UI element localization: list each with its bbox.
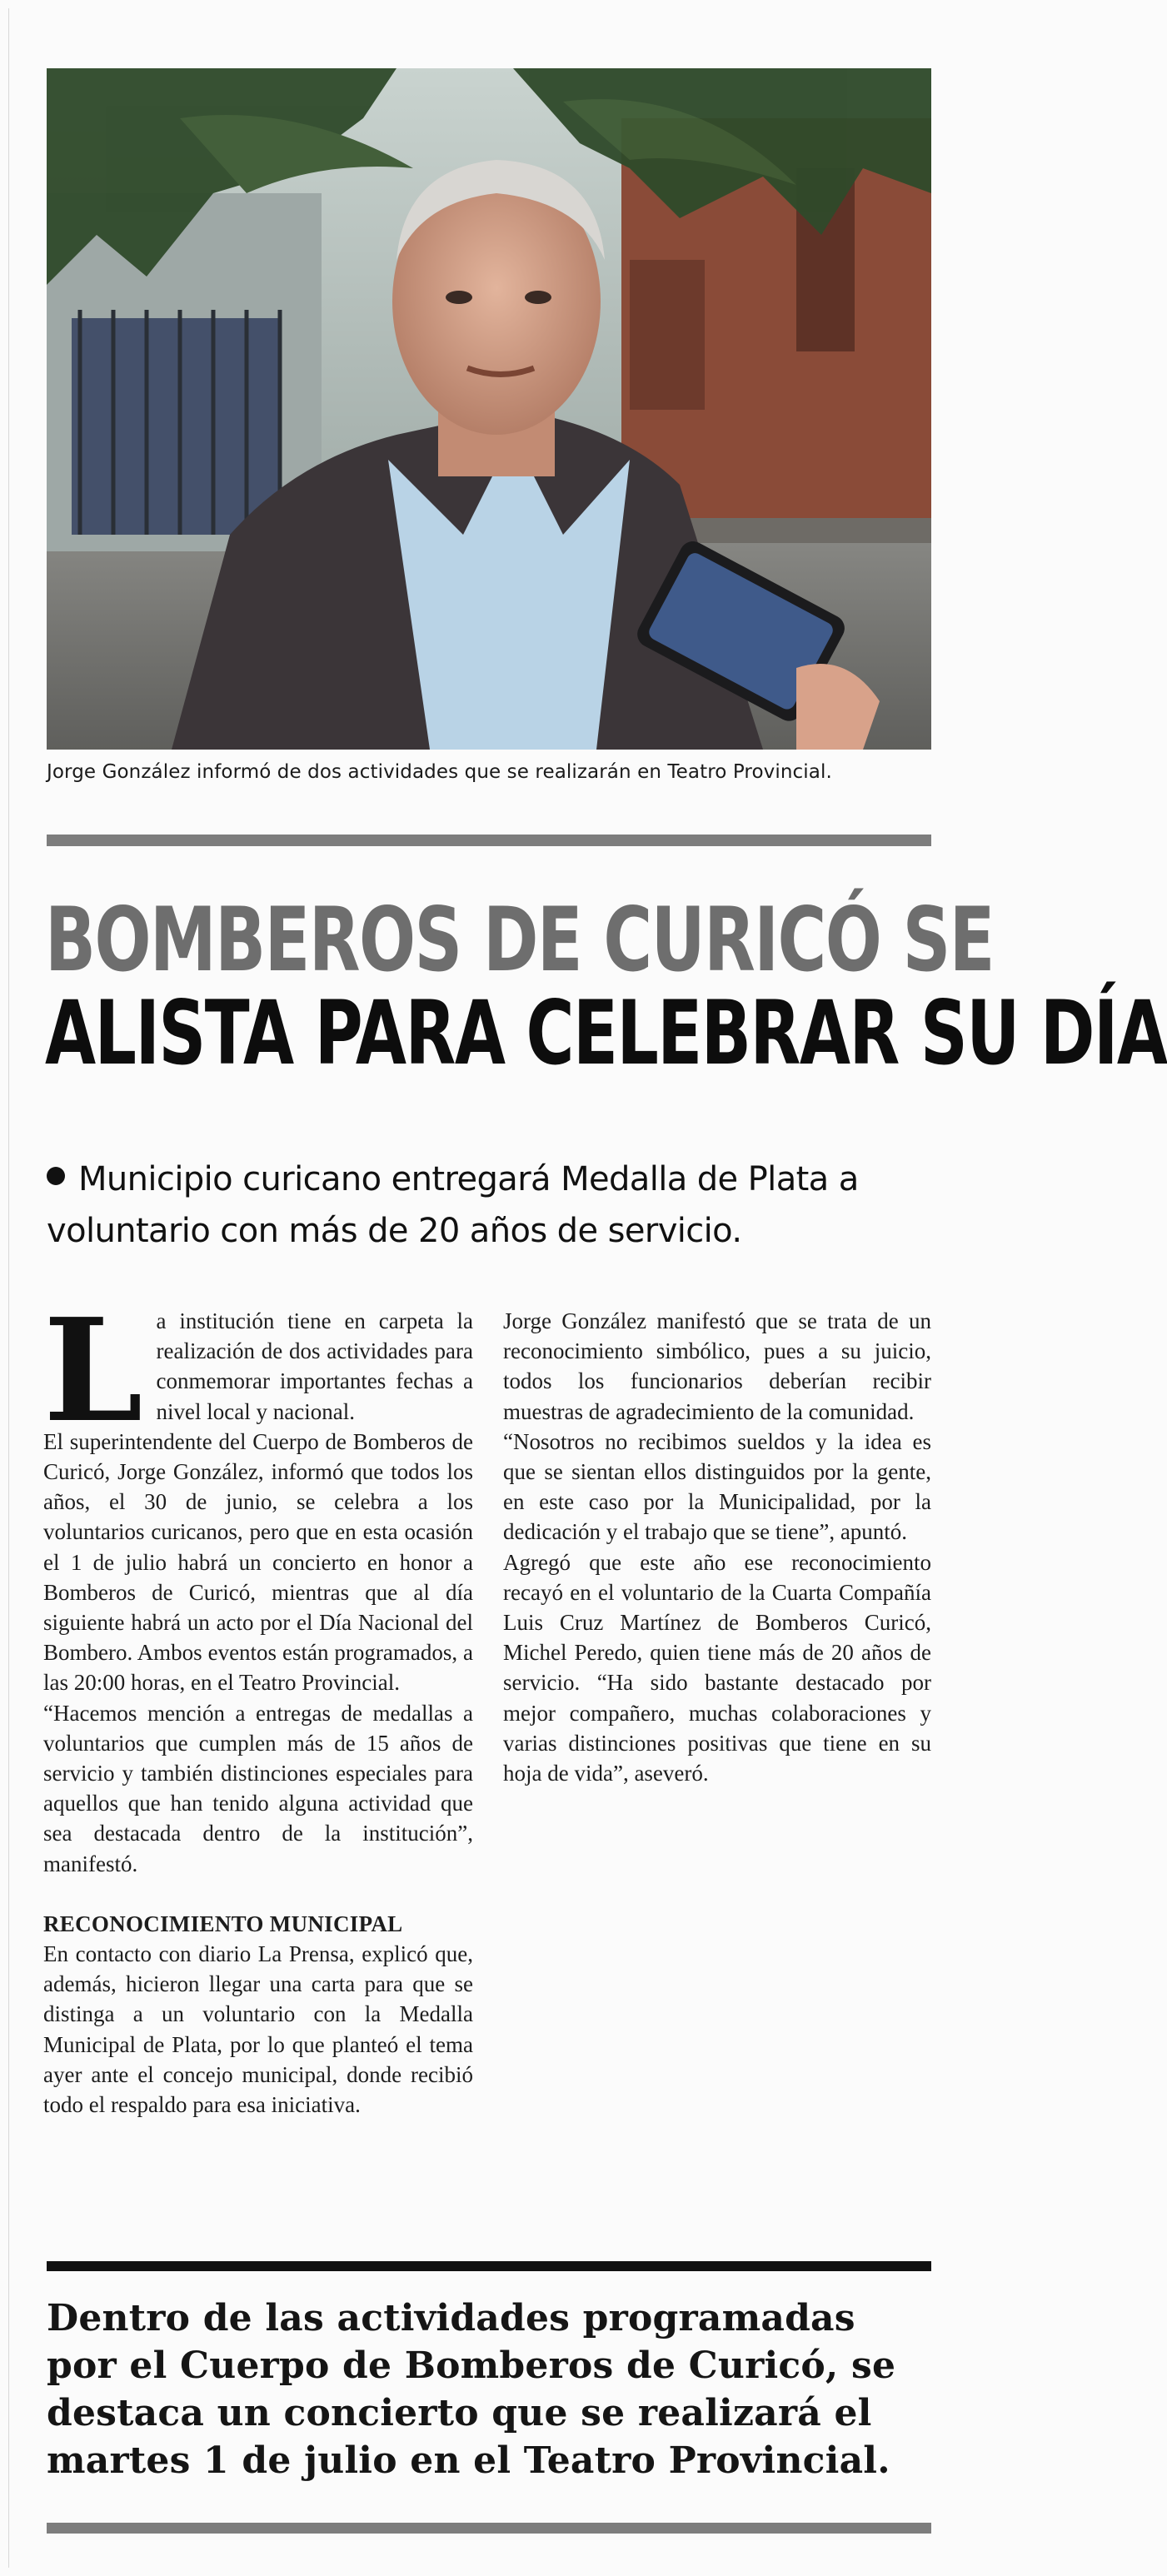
paragraph-intro: a institución tiene en carpeta la realización de dos actividades para conmemorar importantes fechas a nivel local y nacional. bbox=[156, 1308, 473, 1424]
subheadline bbox=[47, 1153, 930, 1257]
article-paragraph: Agregó que este año ese reconocimiento recayó en el voluntario de la Cuarta Compañía Luis Cruz Martínez de Bomberos Curicó, Michel Peredo, quien tiene más de 20 años de servicio. “Ha sido bastante destacado por mejor compañero, muchas colaboraciones y varias distinciones positivas que tiene en su hoja de vida”, aseveró. bbox=[503, 1549, 931, 1786]
pull-quote: Dentro de las actividades programadas por el Cuerpo de Bomberos de Curicó, se destaca un concierto que se realizará el martes 1 de julio en el Teatro Provincial. bbox=[47, 2297, 896, 2482]
section-subtitle: RECONOCIMIENTO MUNICIPAL bbox=[43, 1911, 403, 1936]
bullet-icon bbox=[47, 1167, 65, 1185]
article-paragraph bbox=[43, 1288, 473, 1454]
article-paragraph: Jorge González manifestó que se trata de un reconocimiento simbólico, pues a su juicio, todos los funcionarios deberían recibir muestras de agradecimiento de la comunidad. bbox=[503, 1308, 931, 1424]
headline bbox=[45, 887, 1167, 1085]
article-column-left bbox=[43, 1288, 473, 2120]
pullquote-top-divider bbox=[47, 2261, 931, 2271]
article-paragraph: “Nosotros no recibimos sueldos y la idea es que se sientan ellos distinguidos por la gente, en este caso por la Municipalidad, por la dedicación y el trabajo que se tiene”, apuntó. bbox=[503, 1428, 931, 1545]
article-paragraph: “Hacemos mención a entregas de medallas a voluntarios que cumplen más de 15 años de servicio y también distinciones especiales para aquellos que han tenido alguna actividad que sea destacada dentro de la institución”, manifestó. bbox=[43, 1700, 473, 1876]
subheadline-text: Municipio curicano entregará Medalla de Plata a voluntario con más de 20 años de servicio. bbox=[47, 1160, 859, 1250]
headline-line-2: ALISTA PARA CELEBRAR SU DÍA bbox=[45, 980, 1167, 1085]
photo-caption: Jorge González informó de dos actividades que se realizarán en Teatro Provincial. bbox=[47, 761, 832, 783]
article-paragraph: El superintendente del Cuerpo de Bomberos de Curicó, Jorge González, informó que todos los años, el 30 de junio, se celebra a los voluntarios curicanos, pero que en esta ocasión el 1 de julio habrá un concierto en honor a Bomberos de Curicó, mientras que al día siguiente habrá un acto por el Día Nacional del Bombero. Ambos eventos están programados, a las 20:00 horas, en el Teatro Provincial. bbox=[43, 1428, 473, 1696]
headline-line-1: BOMBEROS DE CURICÓ SE bbox=[45, 887, 994, 992]
article-column-right bbox=[503, 1306, 931, 1788]
bottom-divider bbox=[47, 2523, 931, 2534]
article-photo bbox=[47, 68, 931, 750]
drop-cap: L bbox=[43, 1288, 143, 1454]
article-paragraph: En contacto con diario La Prensa, explicó que, además, hicieron llegar una carta para que se distinga a un voluntario con la Medalla Municipal de Plata, por lo que planteó el tema ayer ante el concejo municipal, donde recibió todo el respaldo para esa iniciativa. bbox=[43, 1941, 473, 2118]
top-divider bbox=[47, 835, 931, 846]
photo-illustration bbox=[47, 68, 931, 750]
